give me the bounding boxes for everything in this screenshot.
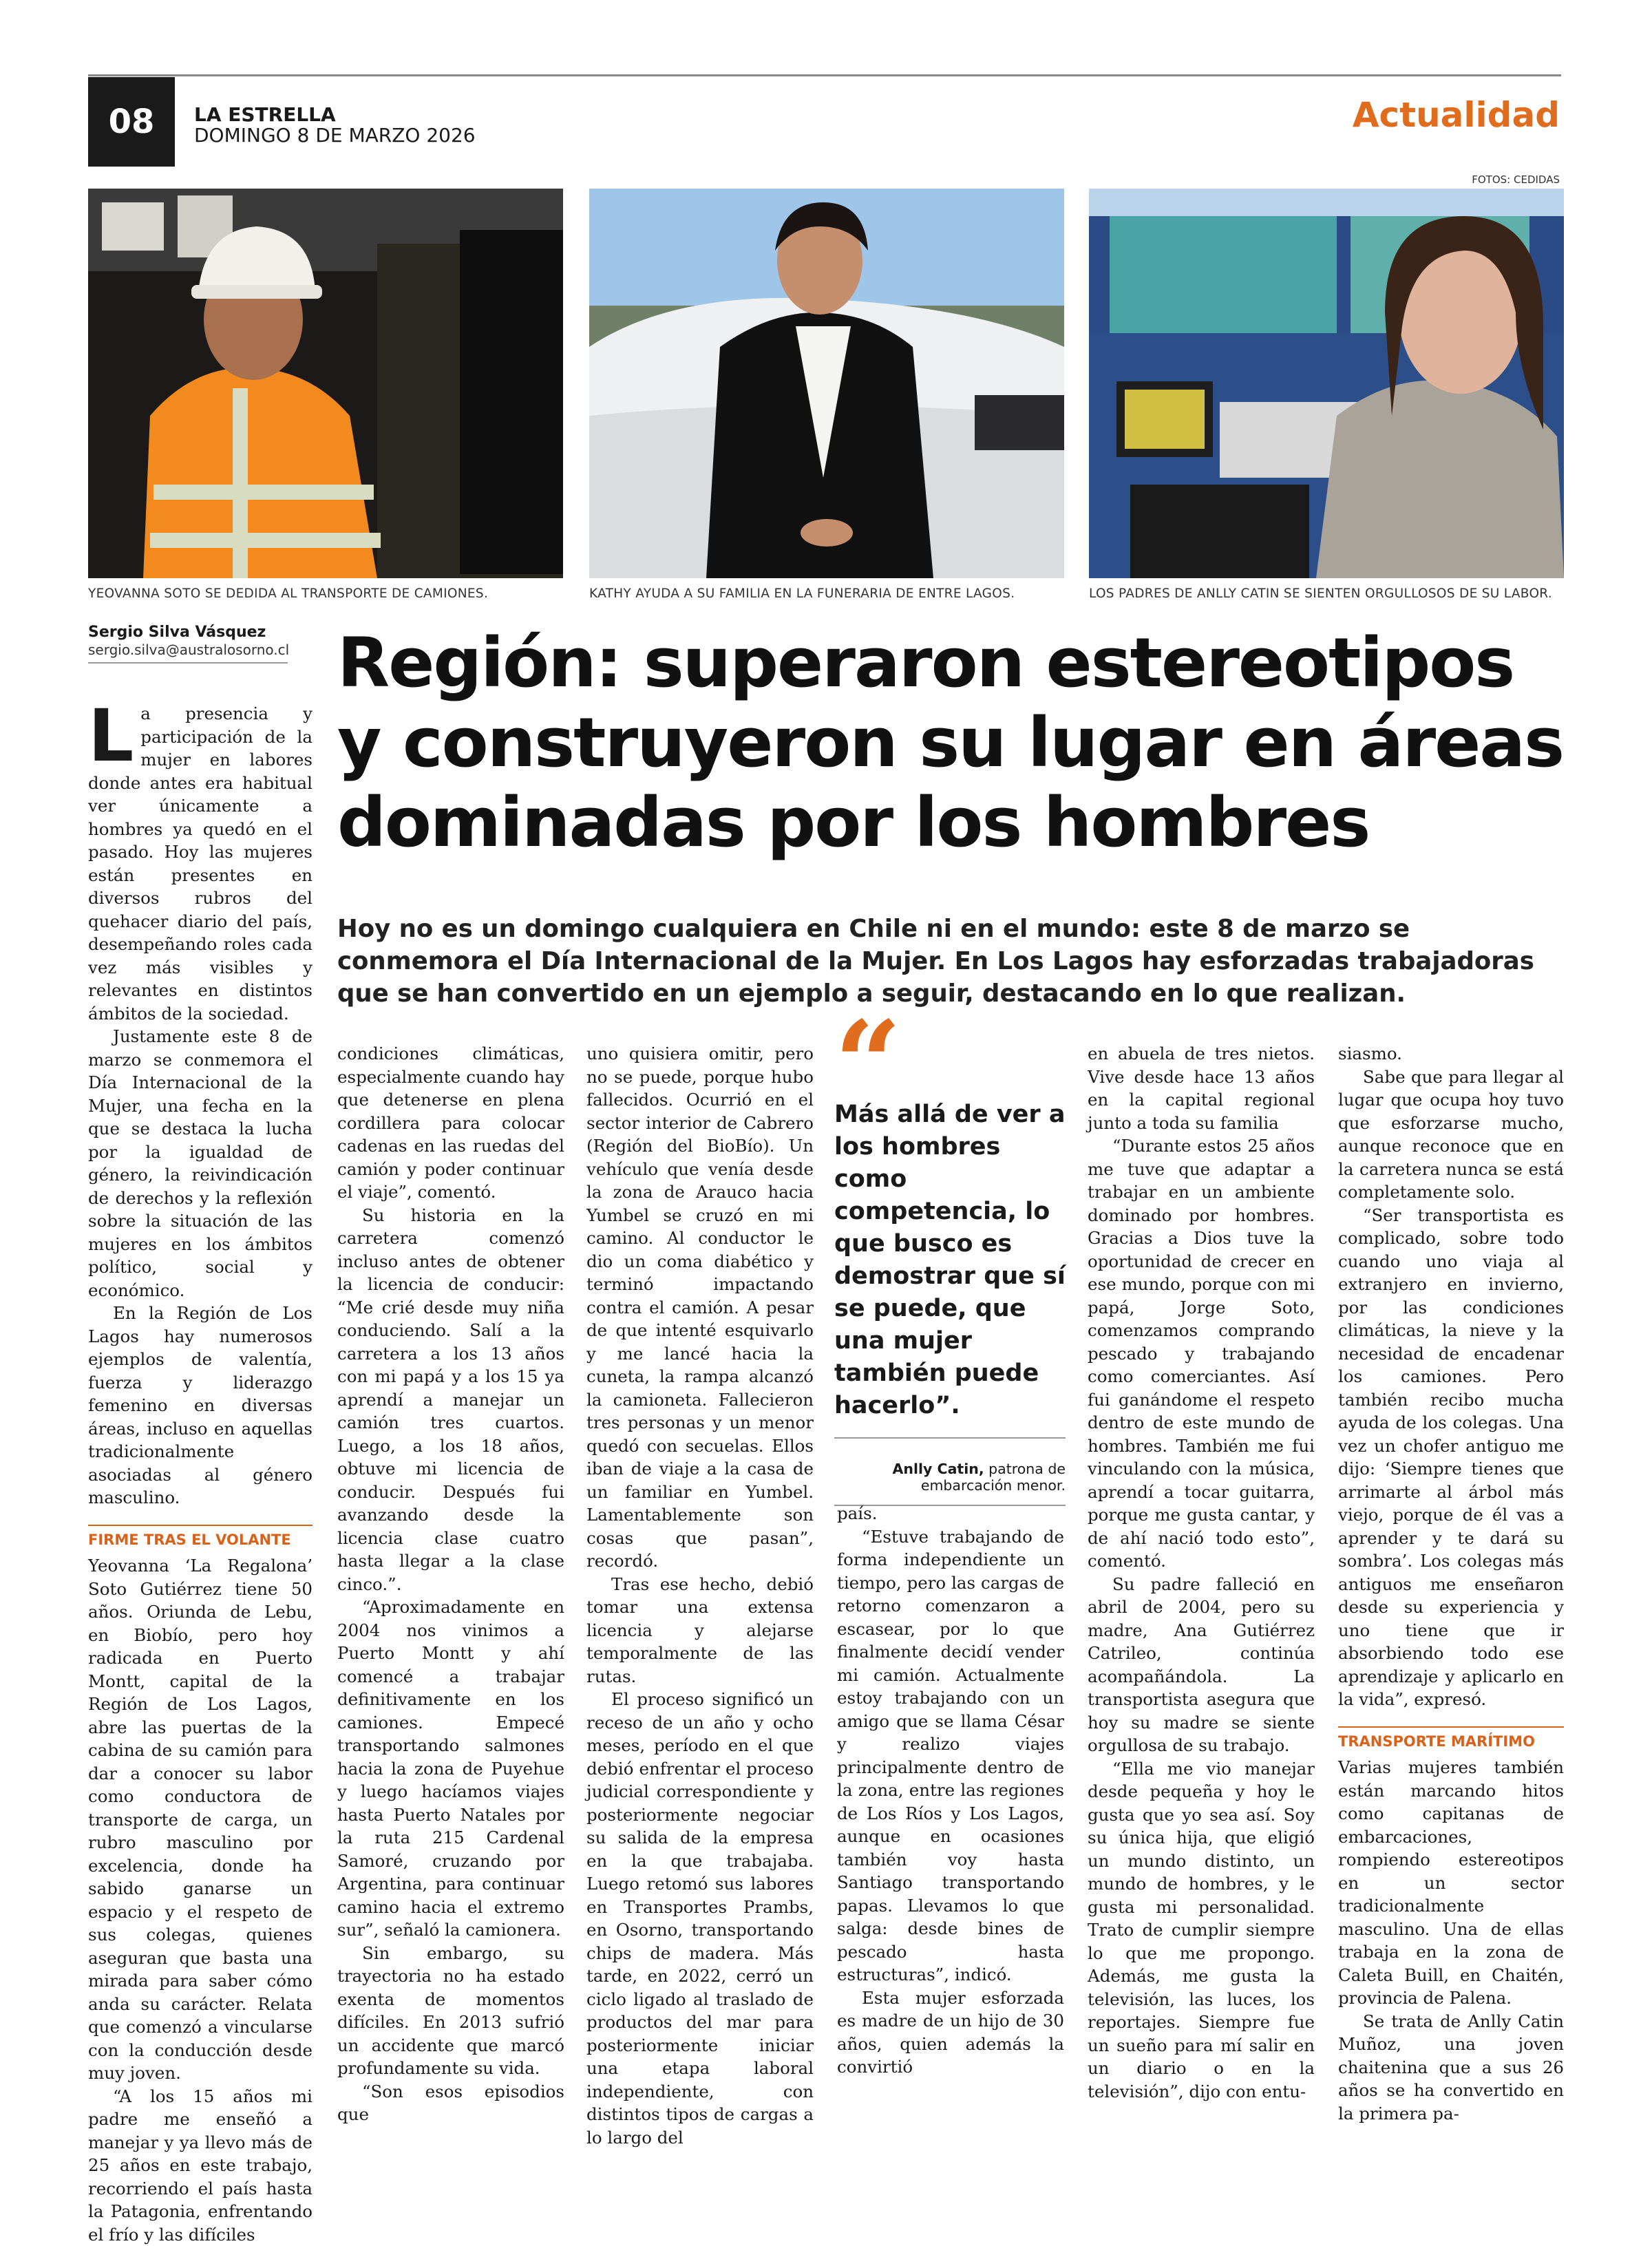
quote-mark-icon: “	[834, 1023, 1066, 1099]
pull-quote-text: Más allá de ver a los hombres como competencia, lo que busco es demostrar que sí se puede, que una mujer también puede hacerlo”.	[834, 1099, 1066, 1422]
photo-funeral-home	[589, 189, 1064, 578]
paragraph: “Durante estos 25 años me tuve que adaptar a trabajar en un ambiente dominado por hombres. Gracias a Dios tuve la oportunidad de crecer en ese mundo, porque con mi papá, Jorge Soto, comenzamos comprando pescado y trabajando como comerciantes. Así fui ganándome el respeto dentro de este mundo de hombres. También me fui vinculando con la música, aprendí a tocar guitarra, porque me gusta cantar, y de ahí nació todo esto”, comentó.	[1088, 1134, 1315, 1573]
article-column-5	[1088, 1042, 1315, 2103]
article-column-3	[586, 1042, 814, 2149]
issue-date: DOMINGO 8 DE MARZO 2026	[194, 124, 476, 147]
article-column-6	[1338, 1042, 1564, 2125]
section-subhead-firme: FIRME TRAS EL VOLANTE	[88, 1525, 313, 1552]
paragraph: Su padre falleció en abril de 2004, pero su madre, Ana Gutiérrez Catrileo, continúa acompañándola. La transportista asegura que hoy su madre se siente orgullosa de su trabajo.	[1088, 1573, 1315, 1757]
photo-credit: FOTOS: CEDIDAS	[1472, 173, 1560, 186]
paragraph: Esta mujer esforzada es madre de un hijo de 30 años, quien además la convirtió	[837, 1987, 1064, 2079]
quote-attribution-name: Anlly Catin,	[893, 1461, 984, 1477]
photo-caption-3: LOS PADRES DE ANLLY CATIN SE SIENTEN ORGULLOSOS DE SU LABOR.	[1089, 586, 1552, 601]
paragraph: Sin embargo, su trayectoria no ha estado exenta de momentos difíciles. En 2013 sufrió un accidente que marcó profundamente su vida.	[337, 1942, 564, 2080]
paragraph: país.	[837, 1502, 1064, 1525]
photo-boat-captain	[1089, 189, 1564, 578]
paragraph: condiciones climáticas, especialmente cuando hay que detenerse en plena cordillera para colocar cadenas en las ruedas del camión y poder continuar el viaje”, comentó.	[337, 1042, 564, 1204]
photo-caption-1: YEOVANNA SOTO SE DEDIDA AL TRANSPORTE DE CAMIONES.	[88, 586, 488, 601]
subheadline: Hoy no es un domingo cualquiera en Chile ni en el mundo: este 8 de marzo se conmemora el Día Internacional de la Mujer. En Los Lagos hay esforzadas trabajadoras que se han convertido en un ejemplo a seguir, destacando en lo que realizan.	[337, 913, 1563, 1010]
article-column-4	[837, 1502, 1064, 2079]
paragraph: “A los 15 años mi padre me enseñó a manejar y ya llevo más de 25 años en este trabajo, recorriendo el país hasta la Patagonia, enfrentando el frío y las difíciles	[88, 2085, 313, 2246]
page-number: 08	[88, 77, 175, 167]
paragraph: “Aproximadamente en 2004 nos vinimos a Puerto Montt y ahí comencé a trabajar definitivamente en los camiones. Empecé transportando salmones hacia la zona de Puyehue y luego hacíamos viajes hasta Puerto Natales por la ruta 215 Cardenal Samoré, cruzando por Argentina, para continuar camino hacia el extremo sur”, señaló la camionera.	[337, 1596, 564, 1942]
paragraph: uno quisiera omitir, pero no se puede, porque hubo fallecidos. Ocurrió en el sector interior de Cabrero (Región del BioBío). Un vehículo que venía desde la zona de Arauco hacia Yumbel se cruzó en mi camino. Al conductor le dio un coma diabético y terminó impactando contra el camión. A pesar de que intenté esquivarlo y me lancé hacia la cuneta, la rampa alcanzó la camioneta. Fallecieron tres personas y un menor quedó con secuelas. Ellos iban de viaje a la casa de un familiar en Yumbel. Lamentablemente son cosas que pasan”, recordó.	[586, 1042, 814, 1573]
paragraph: Su historia en la carretera comenzó incluso antes de obtener la licencia de conducir: “Me crié desde muy niña conduciendo. Salí a la carretera a los 13 años con mi papá y a los 15 ya aprendí a manejar un camión tres cuartos. Luego, a los 18 años, obtuve mi licencia de conducir. Después fui avanzando desde la licencia clase cuatro hasta llegar a la clase cinco.”.	[337, 1204, 564, 1596]
paragraph: Varias mujeres también están marcando hitos como capitanas de embarcaciones, rompiendo estereotipos en un sector tradicionalmente masculino. Una de ellas trabaja en la zona de Caleta Buill, en Chaitén, provincia de Palena.	[1338, 1756, 1564, 2010]
byline-divider	[88, 662, 288, 664]
top-rule	[88, 74, 1561, 76]
author-email[interactable]: sergio.silva@australosorno.cl	[88, 642, 289, 658]
section-subhead-maritimo: TRANSPORTE MARÍTIMO	[1338, 1726, 1564, 1754]
pull-quote	[834, 1023, 1066, 1506]
photo-caption-2: KATHY AYUDA A SU FAMILIA EN LA FUNERARIA DE ENTRE LAGOS.	[589, 586, 1015, 601]
paragraph: Justamente este 8 de marzo se conmemora el Día Internacional de la Mujer, una fecha en la que se destaca la lucha por la igualdad de género, la reivindicación de derechos y la reflexión sobre la situación de las mujeres en los ámbitos político, social y económico.	[88, 1025, 313, 1302]
paragraph: El proceso significó un receso de un año y ocho meses, período en el que debió enfrentar el proceso judicial correspondiente y posteriormente negociar su salida de la empresa en la que trabajaba. Luego retomó sus labores en Transportes Prambs, en Osorno, transportando chips de madera. Más tarde, en 2022, cerró un ciclo ligado al traslado de productos del mar para posteriormente iniciar una etapa laboral independiente, con distintos tipos de cargas a lo largo del	[586, 1688, 814, 2149]
paragraph: en abuela de tres nietos. Vive desde hace 13 años en la capital regional junto a toda su familia	[1088, 1042, 1315, 1134]
article-column-1	[88, 702, 313, 2246]
paragraph: siasmo.	[1338, 1042, 1564, 1066]
author-name: Sergio Silva Vásquez	[88, 624, 266, 641]
article-column-2	[337, 1042, 564, 2126]
drop-cap: L	[88, 708, 134, 764]
paragraph: Se trata de Anlly Catin Muñoz, una joven chaitenina que a sus 26 años se ha convertido en la primera pa-	[1338, 2010, 1564, 2126]
section-title: Actualidad	[1353, 95, 1560, 135]
quote-attribution	[834, 1461, 1066, 1494]
newspaper-name: LA ESTRELLA	[194, 103, 336, 126]
paragraph: “Estuve trabajando de forma independiente un tiempo, pero las cargas de retorno comenzaron a escasear, por lo que finalmente decidí vender mi camión. Actualmente estoy trabajando con un amigo que se llama César y realizo viajes principalmente dentro de la zona, entre las regiones de Los Ríos y Los Lagos, aunque en ocasiones también voy hasta Santiago transportando papas. Llevamos lo que salga: desde bines de pescado hasta estructuras”, indicó.	[837, 1525, 1064, 1987]
paragraph: “Ella me vio manejar desde pequeña y hoy le gusta que yo sea así. Soy su única hija, que eligió un mundo distinto, un mundo de hombres, y le gusta mi personalidad. Trato de cumplir siempre lo que me propongo. Además, me gusta la televisión, las luces, los reportajes. Siempre fue un sueño para mí salir en un diario o en la televisión”, dijo con entu-	[1088, 1757, 1315, 2104]
quote-attribution-role: patrona de embarcación menor.	[921, 1461, 1066, 1494]
paragraph: En la Región de Los Lagos hay numerosos ejemplos de valentía, fuerza y liderazgo femenino en diversas áreas, incluso en aquellas tradicionalmente asociadas al género masculino.	[88, 1302, 313, 1509]
paragraph: Tras ese hecho, debió tomar una extensa licencia y alejarse temporalmente de las rutas.	[586, 1573, 814, 1688]
paragraph: Sabe que para llegar al lugar que ocupa hoy tuvo que esforzarse mucho, aunque reconoce que en la carretera nunca se está completamente solo.	[1338, 1066, 1564, 1204]
paragraph: “Son esos episodios que	[337, 2080, 564, 2126]
lead-paragraph: La presencia y participación de la mujer en labores donde antes era habitual ver únicamente a hombres ya quedó en el pasado. Hoy las mujeres están presentes en diversos rubros del quehacer diario del país, desempeñando roles cada vez más visibles y relevantes en distintos ámbitos de la sociedad.	[88, 702, 313, 1025]
paragraph: “Ser transportista es complicado, sobre todo cuando uno viaja al extranjero en invierno, por las condiciones climáticas, la nieve y la necesidad de encadenar los camiones. Pero también recibo mucha ayuda de los colegas. Una vez un chofer antiguo me dijo: ‘Siempre tienes que arrimarte al árbol más viejo, porque de él vas a aprender y te dará su sombra’. Los colegas más antiguos me enseñaron desde su experiencia y uno tiene que ir absorbiendo todo ese aprendizaje y aplicarlo en la vida”, expresó.	[1338, 1204, 1564, 1711]
paragraph: Yeovanna ‘La Regalona’ Soto Gutiérrez tiene 50 años. Oriunda de Lebu, en Biobío, pero hoy radicada en Puerto Montt, capital de la Región de Los Lagos, abre las puertas de la cabina de su camión para dar a conocer su labor como conductora de transporte de carga, un rubro masculino por excelencia, donde ha sabido ganarse un espacio y el respeto de sus colegas, quienes aseguran que basta una mirada para saber cómo anda su carácter. Relata que comenzó a vincularse con la conducción desde muy joven.	[88, 1554, 313, 2085]
headline: Región: superaron estereotipos y construyeron su lugar en áreas dominadas por los hombres	[337, 624, 1569, 863]
photo-truck-driver	[88, 189, 563, 578]
quote-divider	[834, 1437, 1066, 1439]
